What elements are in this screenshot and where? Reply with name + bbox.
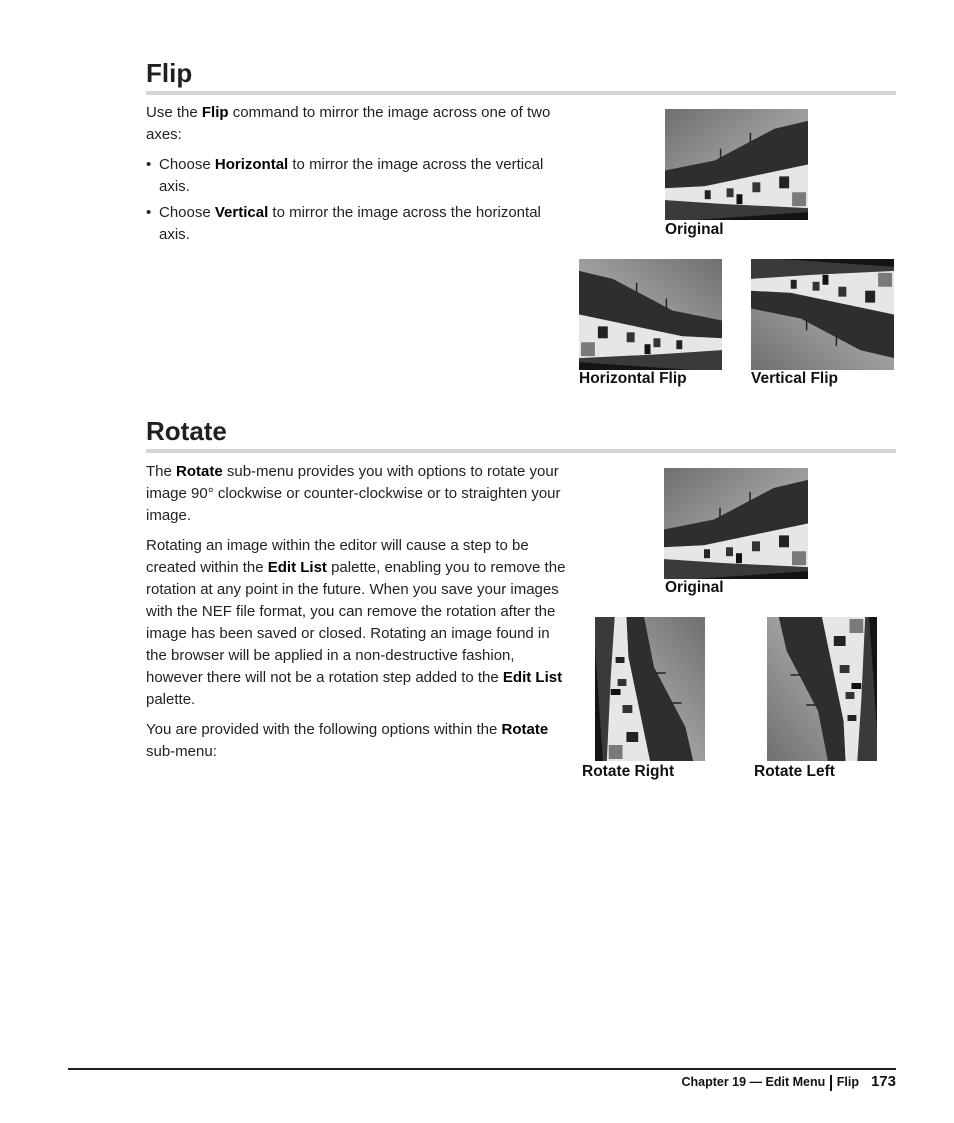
footer-section: Flip	[836, 1075, 859, 1089]
rotate-heading-rule	[146, 449, 896, 453]
flip-original-caption: Original	[665, 221, 724, 238]
flip-original-photo	[665, 109, 808, 220]
flip-heading-rule	[146, 91, 896, 95]
footer-divider	[830, 1075, 832, 1091]
horizontal-flip-photo	[579, 259, 722, 370]
flip-intro: Use the Flip command to mirror the image across one of two axes:	[146, 104, 551, 143]
page-number: 173	[870, 1073, 896, 1090]
bullet-vertical: • Choose Vertical to mirror the image across the horizontal axis.	[146, 202, 566, 246]
footer-chapter: Chapter 19 — Edit Menu	[681, 1075, 826, 1089]
rotate-left-photo	[767, 617, 877, 761]
rotate-right-caption: Rotate Right	[582, 763, 675, 780]
bullet-horizontal: • Choose Horizontal to mirror the image across the vertical axis.	[146, 154, 566, 198]
rotate-paragraph-1: The Rotate sub-menu provides you with options to rotate your image 90° clockwise or counter-clockwise or to straighten your image.	[146, 463, 561, 524]
flip-heading: Flip	[146, 58, 193, 88]
rotate-paragraph-2: Rotating an image within the editor will cause a step to be created within the Edit List palette, enabling you to remove the rotation at any point in the future. When you save your images with the NEF file format, you can remove the rotation after the image has been saved or closed. Rotating an image found in the browser will be applied in a non-destructive fashion, however there will not be a rotation step added to the Edit List palette.	[146, 537, 566, 708]
rotate-heading: Rotate	[146, 416, 227, 446]
horizontal-flip-caption: Horizontal Flip	[579, 370, 687, 387]
vertical-flip-photo	[751, 259, 894, 370]
footer-rule	[68, 1068, 896, 1070]
rotate-paragraph-3: You are provided with the following options within the Rotate sub-menu:	[146, 721, 549, 760]
rotate-original-photo	[664, 468, 808, 579]
rotate-original-caption: Original	[665, 579, 724, 596]
rotate-right-photo	[595, 617, 705, 761]
rotate-body	[146, 461, 566, 771]
rotate-left-caption: Rotate Left	[754, 763, 835, 780]
vertical-flip-caption: Vertical Flip	[751, 370, 839, 387]
page-footer	[681, 1073, 896, 1091]
flip-body	[146, 102, 566, 250]
